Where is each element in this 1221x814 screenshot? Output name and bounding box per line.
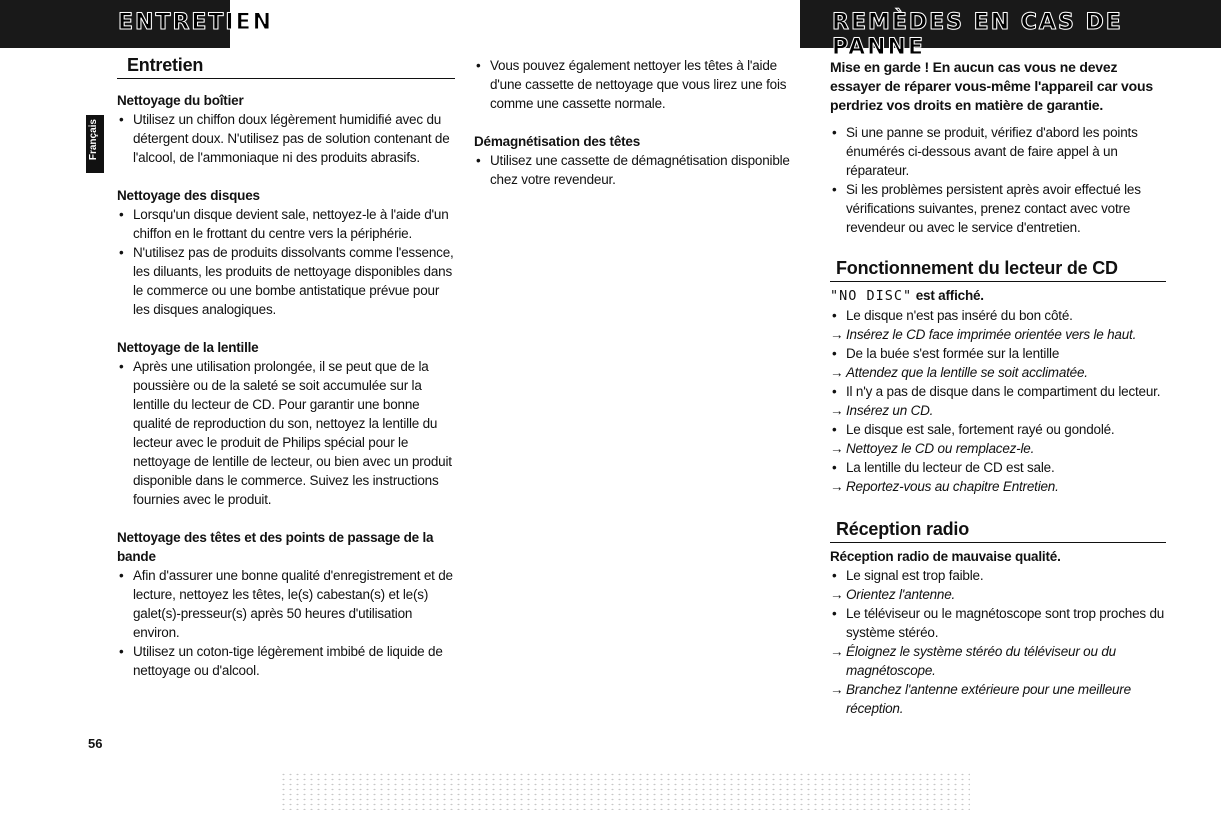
block-heading: Nettoyage des têtes et des points de passage de la bande xyxy=(117,530,434,564)
cd-heading-text: est affiché. xyxy=(915,288,984,303)
header-title-right: REMÈDES EN CAS DE PANNE xyxy=(832,10,1123,60)
radio-heading: Réception radio de mauvaise qualité. xyxy=(830,549,1061,564)
cd-troubleshooting-list xyxy=(830,306,1166,496)
list-item: • Lorsqu'un disque devient sale, nettoyez-le à l'aide d'un chiffon en le frottant du centre vers la périphérie. xyxy=(117,205,455,243)
list-item: • Utilisez un chiffon doux légèrement humidifié avec du détergent doux. N'utilisez pas de solution contenant de l'alcool, de l'ammoniaque ni des produits abrasifs. xyxy=(117,110,455,167)
remedy-item: → Insérez un CD. xyxy=(830,401,1166,420)
list-item: • Afin d'assurer une bonne qualité d'enregistrement et de lecture, nettoyez les têtes, le(s) cabestan(s) et le(s) galet(s)-presseur(s) après 50 heures d'utilisation environ. xyxy=(117,566,455,642)
list-item: • Après une utilisation prolongée, il se peut que de la poussière ou de la saleté se soit accumulée sur la lentille du lecteur de CD. Pour garantir une bonne qualité de reproduction du son, nettoyez la lentille du lecteur avec le produit de Philips spécial pour le nettoyage de lentille de lecteur, ou bien avec un produit disponible dans le commerce. Suivez les instructions fournies avec le produit. xyxy=(117,357,455,509)
demagnetization-bullet: • Utilisez une cassette de démagnétisation disponible chez votre revendeur. xyxy=(474,151,794,189)
list-item: • N'utilisez pas de produits dissolvants comme l'essence, les diluants, les produits de nettoyage disponibles dans le commerce ou une bombe antistatique prévue pour les disques analogiques. xyxy=(117,243,455,319)
language-tab-label: Français xyxy=(88,119,99,161)
intro-bullet: • Si une panne se produit, vérifiez d'abord les points énumérés ci-dessous avant de faire appel à un réparateur. xyxy=(830,123,1166,180)
right-column xyxy=(830,58,1166,718)
middle-column xyxy=(474,56,794,189)
problem-item: • Le disque n'est pas inséré du bon côté. xyxy=(830,306,1166,325)
scan-noise xyxy=(280,772,970,810)
block-heading: Nettoyage du boîtier xyxy=(117,93,244,108)
list-item: • Utilisez un coton-tige légèrement imbibé de liquide de nettoyage ou d'alcool. xyxy=(117,642,455,680)
remedy-item: → Attendez que la lentille se soit acclimatée. xyxy=(830,363,1166,382)
language-tab xyxy=(86,115,104,173)
maintenance-block xyxy=(117,91,455,167)
no-disc-display-text: "NO DISC" xyxy=(830,288,913,304)
cd-heading xyxy=(830,286,1166,306)
maintenance-block xyxy=(117,338,455,509)
problem-item: • Le disque est sale, fortement rayé ou gondolé. xyxy=(830,420,1166,439)
section-title-radio: Réception radio xyxy=(830,518,1166,543)
block-heading: Nettoyage des disques xyxy=(117,188,260,203)
section-title-cd: Fonctionnement du lecteur de CD xyxy=(830,257,1166,282)
problem-item: • La lentille du lecteur de CD est sale. xyxy=(830,458,1166,477)
problem-item: • De la buée s'est formée sur la lentille xyxy=(830,344,1166,363)
demagnetization-heading: Démagnétisation des têtes xyxy=(474,134,641,149)
problem-item: • Il n'y a pas de disque dans le compartiment du lecteur. xyxy=(830,382,1166,401)
left-column xyxy=(117,54,455,680)
radio-troubleshooting-list xyxy=(830,566,1166,718)
maintenance-blocks xyxy=(117,91,455,680)
remedy-item: → Insérez le CD face imprimée orientée vers le haut. xyxy=(830,325,1166,344)
maintenance-block xyxy=(117,528,455,680)
remedy-item: → Nettoyez le CD ou remplacez-le. xyxy=(830,439,1166,458)
head-cleaning-bullet: • Vous pouvez également nettoyer les têtes à l'aide d'une cassette de nettoyage que vous lirez une fois comme une cassette normale. xyxy=(474,56,794,113)
maintenance-block xyxy=(117,186,455,319)
page-number: 56 xyxy=(88,736,103,751)
problem-item: • Le téléviseur ou le magnétoscope sont trop proches du système stéréo. xyxy=(830,604,1166,642)
section-title-entretien: Entretien xyxy=(117,54,455,79)
problem-item: • Le signal est trop faible. xyxy=(830,566,1166,585)
remedy-item: → Branchez l'antenne extérieure pour une meilleure réception. xyxy=(830,680,1166,718)
remedy-item: → Éloignez le système stéréo du téléviseur ou du magnétoscope. xyxy=(830,642,1166,680)
remedy-item: → Reportez-vous au chapitre Entretien. xyxy=(830,477,1166,496)
remedy-item: → Orientez l'antenne. xyxy=(830,585,1166,604)
intro-bullet: • Si les problèmes persistent après avoir effectué les vérifications suivantes, prenez contact avec votre revendeur ou avec le service d'entretien. xyxy=(830,180,1166,237)
warning-text: Mise en garde ! En aucun cas vous ne devez essayer de réparer vous-même l'appareil car vous perdriez vos droits en matière de garantie. xyxy=(830,59,1153,113)
block-heading: Nettoyage de la lentille xyxy=(117,340,259,355)
header-title-left: ENTRETIEN xyxy=(118,10,274,35)
